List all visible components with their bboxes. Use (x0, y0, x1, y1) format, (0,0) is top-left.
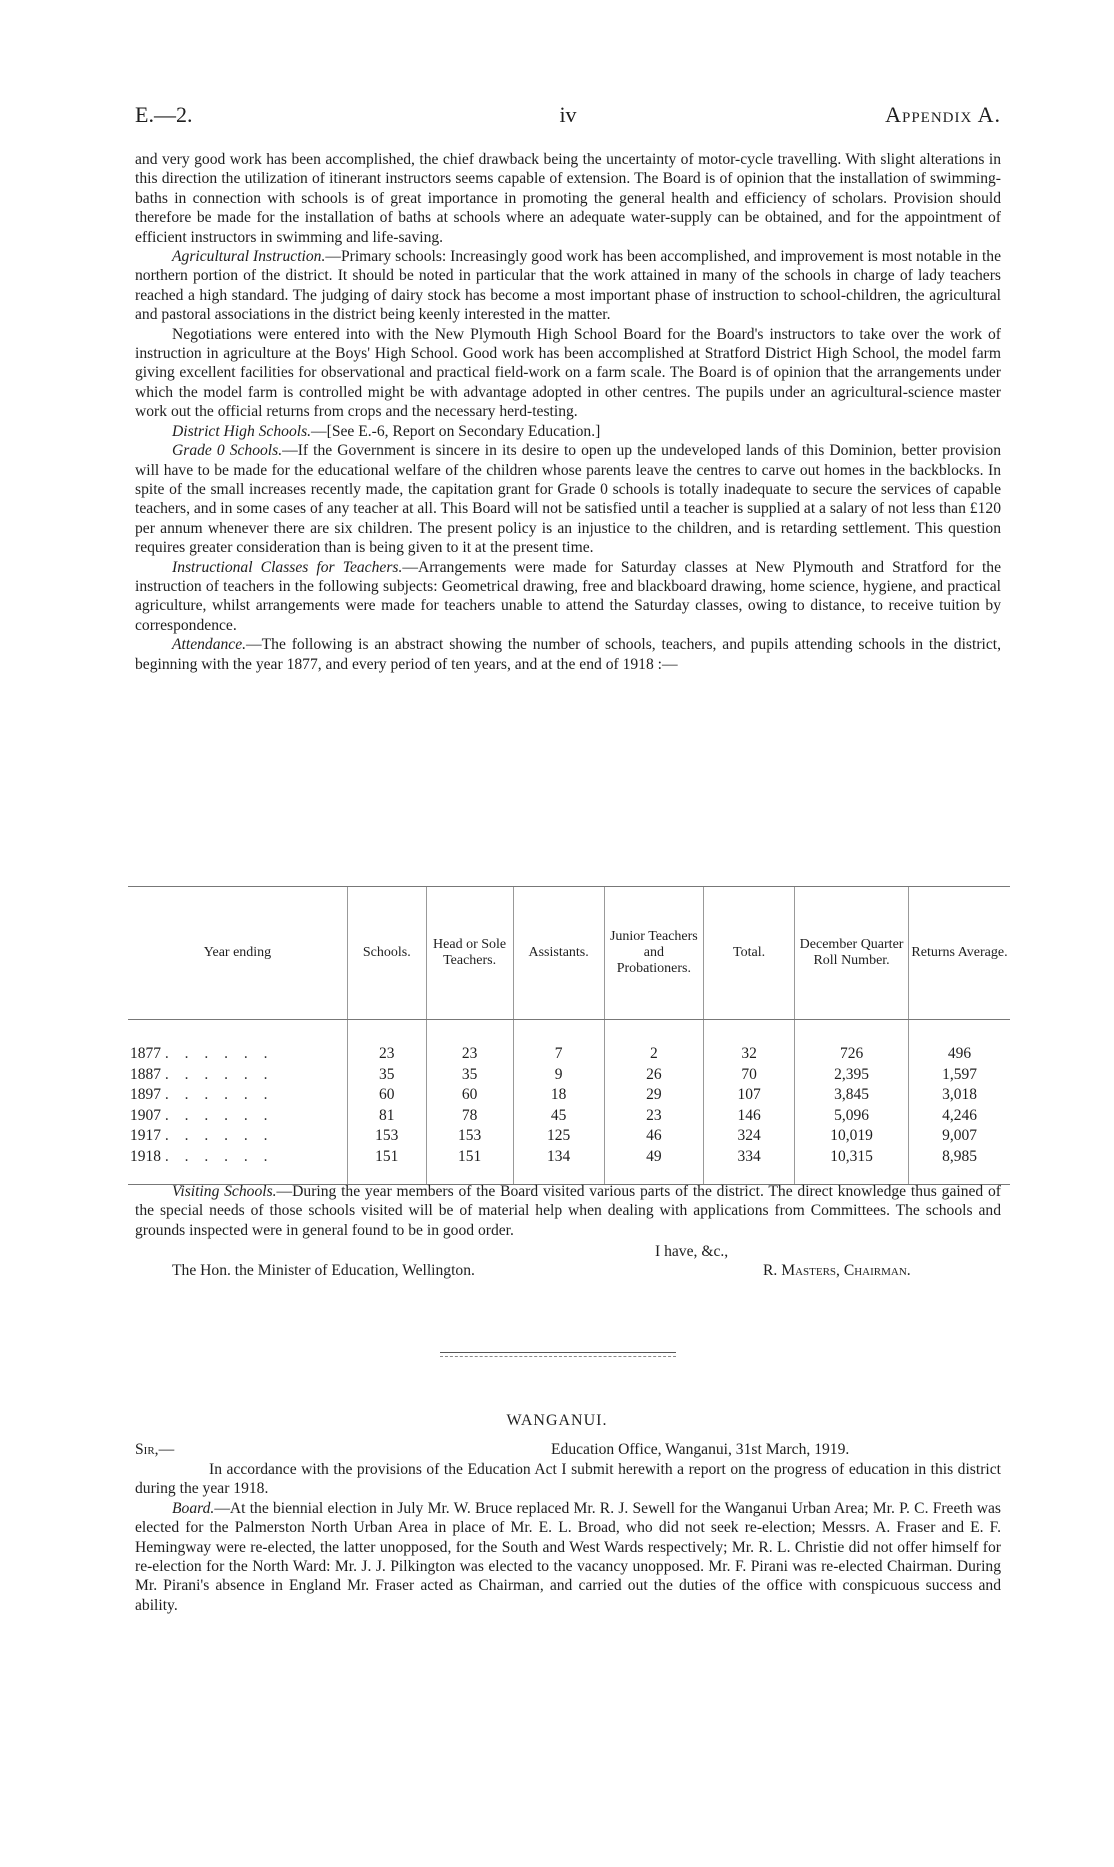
header-page-number: iv (559, 102, 577, 127)
header-total: Total. (704, 887, 795, 1020)
grade-0-schools-body: —If the Government is sincere in its desire to open up the undeveloped lands of this Dominion, better provision will have to be made for the educational welfare of the children whose parents leave the centres to carve out homes in the backblocks. In spite of the small increases recently made, the capitation grant for Grade 0 schools is totally inadequate to secure the services of capable teachers, and in some cases of any teacher at all. This Board will not be satisfied until a teacher is supplied at a salary of not less than £120 per annum whenever there are six children. The present policy is an injustice to the children, and is retarding settlement. This question requires greater consideration than is being given to it at the present time. (135, 442, 1001, 557)
table-header-row (128, 887, 1010, 1020)
table-cell: 35 (426, 1065, 513, 1086)
leader-dots: . . . . . . (164, 1086, 274, 1104)
table-cell: 334 (704, 1147, 795, 1184)
table-cell: 18 (513, 1085, 604, 1106)
heading-visiting-schools: Visiting Schools. (172, 1183, 277, 1200)
table-cell: 35 (347, 1065, 426, 1086)
table-cell: 23 (347, 1020, 426, 1065)
table-row (128, 1106, 1010, 1127)
heading-instructional-classes: Instructional Classes for Teachers. (172, 558, 403, 576)
table-cell: 2 (604, 1020, 703, 1065)
table-cell: 60 (347, 1085, 426, 1106)
body-text-top (135, 150, 1001, 674)
year-value: 1918 (130, 1147, 161, 1165)
instructional-classes-body: —Arrangements were made for Saturday classes at New Plymouth and Stratford for the instruction of teachers in the following subjects: Geometrical drawing, free and blackboard drawing, home science, hygiene, and practical agriculture, whilst arrangements were made for teachers unable to attend the Saturday classes, owing to distance, to receive tuition by correspondence. (135, 558, 1002, 634)
table-cell: 26 (604, 1065, 703, 1086)
heading-attendance: Attendance. (172, 636, 247, 654)
leader-dots: . . . . . . (164, 1127, 274, 1145)
header-year-ending: Year ending (128, 887, 347, 1020)
closing-addressee: The Hon. the Minister of Education, Wellington. (172, 1262, 475, 1280)
paragraph-swimming: and very good work has been accomplished, the chief drawback being the uncertainty of motor-cycle travelling. With slight alterations in this direction the utilization of itinerant instructors seems capable of extension. The Board is of opinion that the installation of swimming-baths in connection with schools is of great importance in promoting the general health and efficiency of scholars. Provision should therefore be made for the installation of baths at schools where an adequate water-supply can be obtained, and for the appointment of efficient instructors in swimming and life-saving. (135, 151, 1001, 246)
header-report-code: E.—2. (135, 102, 193, 127)
header-schools: Schools. (347, 887, 426, 1020)
table-cell: 81 (347, 1106, 426, 1127)
salutation-line (135, 1440, 1001, 1460)
year-value: 1907 (130, 1106, 161, 1124)
office-dateline: Education Office, Wanganui, 31st March, 1919. (551, 1441, 850, 1458)
visiting-schools-body: —During the year members of the Board visited various parts of the district. The direct knowledge thus gained of the special needs of those schools visited will be of material help when dealing with applications from Committees. The schools and grounds inspected were in general found to be in good order. (135, 1183, 1001, 1239)
table-cell: 146 (704, 1106, 795, 1127)
table-cell: 151 (426, 1147, 513, 1184)
cell-year (128, 1126, 347, 1147)
table-cell: 496 (909, 1020, 1011, 1065)
year-value: 1897 (130, 1086, 161, 1104)
table-cell: 23 (604, 1106, 703, 1127)
attendance-body: —The following is an abstract showing the number of schools, teachers, and pupils attending schools in the district, beginning with the year 1877, and every period of ten years, and at the end of 1918 :— (135, 636, 1001, 673)
table-cell: 107 (704, 1085, 795, 1106)
paragraph-visiting-schools (135, 1182, 1001, 1240)
table-cell: 5,096 (795, 1106, 909, 1127)
table-cell: 151 (347, 1147, 426, 1184)
leader-dots: . . . . . . (164, 1065, 274, 1083)
year-value: 1877 (130, 1045, 161, 1062)
paragraph-negotiations: Negotiations were entered into with the New Plymouth High School Board for the Board's instructors to take over the work of instruction in agriculture at the Boys' High School. Good work has been accomplished at Stratford District High School, the model farm giving excellent facilities for observational and practical field-work on a farm scale. The Board is of opinion that the arrangements under which the model farm is controlled might be with advantage adopted in other centres. The pupils under an agricultural-science master work out the official returns from crops and the necessary herd-testing. (135, 325, 1001, 421)
paragraph-district-high-schools (135, 422, 1001, 441)
table-cell: 726 (795, 1020, 909, 1065)
leader-dots: . . . . . . (164, 1106, 274, 1124)
header-returns-average: Returns Average. (909, 887, 1011, 1020)
table-cell: 153 (426, 1126, 513, 1147)
body-text-wanganui (135, 1440, 1001, 1615)
table-cell: 9 (513, 1065, 604, 1086)
district-high-schools-body: —[See E.-6, Report on Secondary Education.] (311, 422, 601, 440)
table-row (128, 1085, 1010, 1106)
table-cell: 9,007 (909, 1126, 1011, 1147)
paragraph-board (135, 1499, 1001, 1615)
table-cell: 60 (426, 1085, 513, 1106)
table-cell: 7 (513, 1020, 604, 1065)
table-cell: 10,315 (795, 1147, 909, 1184)
header-assistants: Assistants. (513, 887, 604, 1020)
table-cell: 46 (604, 1126, 703, 1147)
table-cell: 29 (604, 1085, 703, 1106)
section-title-wanganui: WANGANUI. (506, 1412, 608, 1429)
table-cell: 1,597 (909, 1065, 1011, 1086)
agricultural-instruction-body: —Primary schools: Increasingly good work has been accomplished, and improvement is most notable in the northern portion of the district. It should be noted in particular that the work attained in many of the schools in charge of lady teachers reached a high standard. The judging of dairy stock has become a most important phase of instruction to school-children, the agricultural and pastoral associations in the district being keenly interested in the matter. (135, 248, 1001, 324)
salutation: Sir,— (135, 1441, 175, 1458)
year-value: 1887 (130, 1065, 161, 1083)
closing-block (135, 1242, 1001, 1280)
cell-year (128, 1065, 347, 1086)
section-divider-secondary (440, 1356, 676, 1357)
table-cell: 324 (704, 1126, 795, 1147)
paragraph-agricultural-instruction (135, 247, 1001, 325)
table-row (128, 1147, 1010, 1184)
paragraph-instructional-classes (135, 558, 1001, 636)
table-cell: 2,395 (795, 1065, 909, 1086)
cell-year (128, 1085, 347, 1106)
board-body: —At the biennial election in July Mr. W. Bruce replaced Mr. R. J. Sewell for the Wanganui Urban Area; Mr. P. C. Freeth was elected for the Palmerston North Urban Area in place of Mr. E. L. Broad, who did not seek re-election; Messrs. A. Fraser and E. F. Hemingway were re-elected, the latter unopposed, for the South and West Wards respectively; Mr. R. L. Christie did not offer himself for re-election for the North Ward: Mr. J. J. Pilkington was elected to the vacancy unopposed. Mr. F. Pirani was re-elected Chairman. During Mr. Pirani's absence in England Mr. Fraser acted as Chairman, and carried out the duties of the office with conspicuous success and ability. (135, 1499, 1001, 1614)
header-roll-number: December Quarter Roll Number. (795, 887, 909, 1020)
table-cell: 78 (426, 1106, 513, 1127)
table-cell: 32 (704, 1020, 795, 1065)
body-text-middle (135, 1182, 1001, 1280)
heading-grade-0-schools: Grade 0 Schools. (172, 442, 283, 460)
heading-board: Board. (172, 1499, 215, 1517)
section-divider (440, 1352, 676, 1353)
attendance-table-wrapper (128, 886, 1010, 1185)
closing-signature: R. Masters, Chairman. (763, 1262, 911, 1280)
table-cell: 23 (426, 1020, 513, 1065)
table-cell: 125 (513, 1126, 604, 1147)
header-head-teachers: Head or Sole Teachers. (426, 887, 513, 1020)
table-row (128, 1065, 1010, 1086)
paragraph-grade-0-schools (135, 441, 1001, 557)
table-row (128, 1126, 1010, 1147)
cell-year (128, 1106, 347, 1127)
table-cell: 70 (704, 1065, 795, 1086)
attendance-table (128, 886, 1010, 1185)
table-cell: 8,985 (909, 1147, 1011, 1184)
leader-dots: . . . . . . (164, 1045, 274, 1062)
table-cell: 153 (347, 1126, 426, 1147)
heading-agricultural-instruction: Agricultural Instruction. (172, 248, 326, 266)
table-cell: 49 (604, 1147, 703, 1184)
paragraph-intro: In accordance with the provisions of the Education Act I submit herewith a report on the progress of education in this district during the year 1918. (135, 1461, 1001, 1498)
table-cell: 3,845 (795, 1085, 909, 1106)
page-header (135, 102, 1001, 132)
header-appendix: Appendix A. (885, 102, 1001, 127)
table-row (128, 1020, 1010, 1065)
header-junior-teachers: Junior Teachers and Probationers. (604, 887, 703, 1020)
cell-year (128, 1147, 347, 1184)
table-cell: 45 (513, 1106, 604, 1127)
cell-year (128, 1020, 347, 1065)
year-value: 1917 (130, 1127, 161, 1145)
table-cell: 134 (513, 1147, 604, 1184)
leader-dots: . . . . . . (164, 1147, 274, 1165)
closing-salutation: I have, &c., (655, 1243, 729, 1261)
table-cell: 3,018 (909, 1085, 1011, 1106)
heading-district-high-schools: District High Schools. (172, 422, 312, 440)
table-cell: 4,246 (909, 1106, 1011, 1127)
paragraph-attendance (135, 635, 1001, 674)
table-cell: 10,019 (795, 1126, 909, 1147)
